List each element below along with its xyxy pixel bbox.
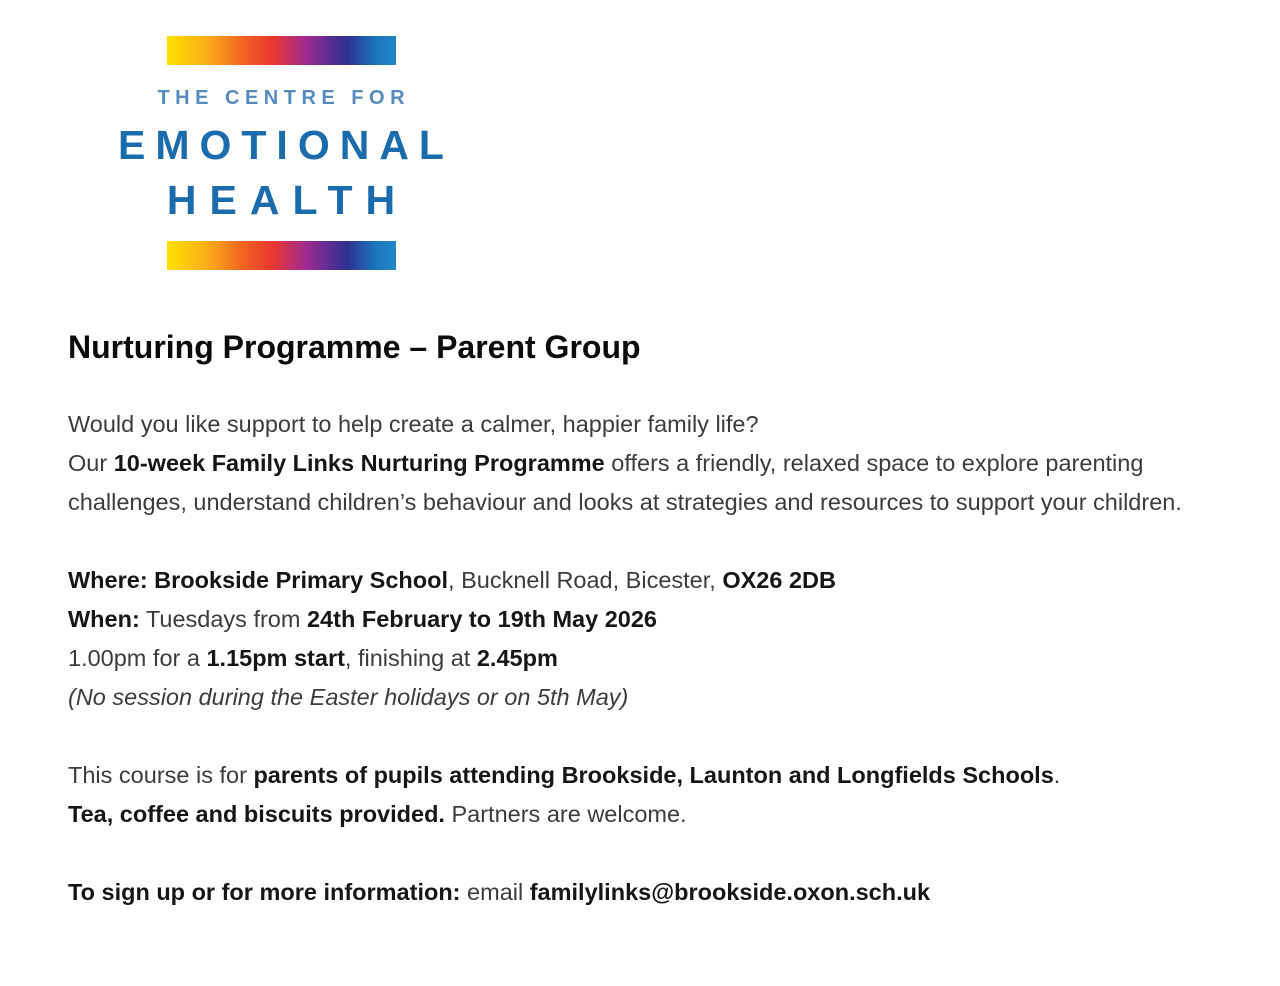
- intro-question: [68, 405, 1226, 444]
- where-line: [68, 561, 1226, 600]
- note-line: [68, 678, 1226, 717]
- time-line: [68, 639, 1226, 678]
- text-run: 24th February to 19th May 2026: [306, 606, 658, 632]
- text-run: Would you like support to help create a calmer, happier family life?: [68, 411, 759, 437]
- text-run: OX26 2DB: [722, 567, 836, 593]
- text-run: When:: [68, 606, 140, 632]
- logo-name-health: HEALTH: [166, 177, 409, 223]
- text-run: , finishing at: [344, 645, 477, 671]
- text-run: .: [1053, 762, 1061, 788]
- text-run: Partners are welcome.: [444, 801, 687, 827]
- text-run: (No session during the Easter holidays or on 5th May): [68, 684, 629, 710]
- text-run: 10-week Family Links Nurturing Programme: [113, 450, 605, 476]
- text-run: 2.45pm: [476, 645, 558, 671]
- text-run: Our: [68, 450, 114, 476]
- logo-tagline: THE CENTRE FOR: [157, 87, 411, 109]
- course-line: [68, 756, 1226, 795]
- text-run: familylinks@brookside.oxon.sch.uk: [529, 879, 931, 905]
- text-run: Tea, coffee and biscuits provided.: [68, 801, 445, 827]
- text-run: email: [460, 879, 530, 905]
- intro-description: [68, 444, 1226, 522]
- when-line: [68, 600, 1226, 639]
- text-run: Tuesdays from: [139, 606, 307, 632]
- tea-line: [68, 795, 1226, 834]
- logo-name-emotional: EMOTIONAL: [118, 122, 454, 168]
- spacer-3: [68, 834, 1226, 873]
- logo-gradient-bar-top: [167, 36, 396, 65]
- text-run: offers a friendly, relaxed space to explore parenting challenges, understand children’s behaviour and looks at strategies and resources to support your children.: [68, 450, 1182, 515]
- text-run: Where: Brookside Primary School: [68, 567, 449, 593]
- page-title: Nurturing Programme – Parent Group: [68, 329, 641, 365]
- spacer-2: [68, 717, 1226, 756]
- body-blocks: [68, 405, 1226, 912]
- text-run: 1.15pm start: [206, 645, 345, 671]
- text-run: This course is for: [68, 762, 254, 788]
- text-run: 1.00pm for a: [68, 645, 207, 671]
- text-run: , Bucknell Road, Bicester,: [448, 567, 723, 593]
- centre-for-emotional-health-logo: [96, 36, 466, 270]
- signup-line: [68, 873, 1226, 912]
- flyer-content: [68, 326, 1226, 912]
- logo-gradient-bar-bottom: [167, 241, 396, 270]
- spacer-1: [68, 522, 1226, 561]
- text-run: parents of pupils attending Brookside, Launton and Longfields Schools: [253, 762, 1054, 788]
- text-run: To sign up or for more information:: [68, 879, 461, 905]
